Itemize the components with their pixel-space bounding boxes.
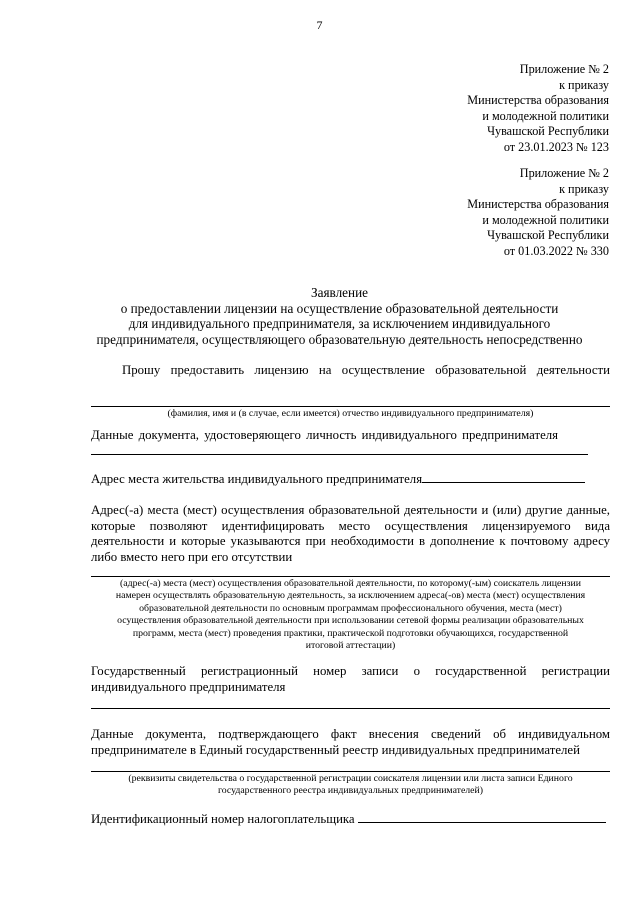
document-title (60, 285, 619, 347)
title-line: Заявление (311, 285, 368, 300)
title-line: о предоставлении лицензии на осуществление образовательной деятельности (120, 300, 559, 316)
appendix-line: и молодежной политики (482, 212, 609, 227)
fio-input-line[interactable] (91, 406, 610, 407)
registration-number-label: Государственный регистрационный номер записи о государственной регистрации индивидуального предпринимателя (91, 664, 610, 694)
appendix-line: Приложение № 2 (519, 166, 609, 180)
appendix-line: Министерства образования (467, 93, 609, 107)
request-text: Прошу предоставить лицензию на осуществление образовательной деятельности (122, 363, 610, 377)
appendix-line: Чувашской Республики (487, 228, 609, 242)
appendix-line: и молодежной политики (482, 108, 609, 123)
fio-caption: (фамилия, имя и (в случае, если имеется) отчество индивидуального предпринимателя) (167, 408, 534, 419)
activity-addresses-caption: (адрес(-а) места (мест) осуществления образовательной деятельности, по которому(-ым) соискатель лицензии намерен осуществлять образовательную деятельность, за исключением адреса(-ов) места (мест) осуществления образовательной деятельности по основным программам профессионального обучения, места (мест) осуществления образовательной деятельности при использовании сетевой формы реализации образовательных программ, места (мест) проведения практики, практической подготовки обучающихся, государственной итоговой аттестации) (115, 578, 586, 652)
appendix-line: от 23.01.2023 № 123 (503, 139, 609, 154)
registration-number-input-line[interactable] (91, 708, 610, 709)
page-number: 7 (316, 18, 323, 32)
identity-document-input-line[interactable] (91, 454, 588, 455)
appendix-line: Министерства образования (467, 197, 609, 211)
appendix-current-header (389, 62, 609, 155)
appendix-line: Чувашской Республики (487, 124, 609, 138)
appendix-original-header (389, 166, 609, 259)
egrip-document-input-line[interactable] (91, 771, 610, 772)
egrip-document-label: Данные документа, подтверждающего факт внесения сведений об индивидуальном предпринимателе в Единый государственный реестр индивидуальных предпринимателей (91, 727, 610, 757)
appendix-line: от 01.03.2022 № 330 (503, 243, 609, 258)
activity-addresses-input-line[interactable] (91, 576, 610, 577)
inn-input-line[interactable] (358, 810, 606, 823)
title-line: для индивидуального предпринимателя, за исключением индивидуального (128, 316, 551, 331)
identity-document-label: Данные документа, удостоверяющего личность индивидуального предпринимателя (91, 428, 559, 442)
residence-address-input-line[interactable] (422, 470, 585, 483)
residence-address-label: Адрес места жительства индивидуального предпринимателя (91, 472, 423, 486)
inn-label: Идентификационный номер налогоплательщика (91, 812, 355, 826)
activity-addresses-label: Адрес(-а) места (мест) осуществления образовательной деятельности и (или) другие данные, которые позволяют идентифицировать место осуществления лицензируемого вида деятельности и которые указываются при необходимости в дополнение к почтовому адресу либо вместо него при его отсутствии (91, 503, 610, 564)
inn-row (91, 810, 610, 828)
title-line: предпринимателя, осуществляющего образовательную деятельность непосредственно (96, 331, 583, 347)
appendix-line: к приказу (559, 181, 609, 196)
egrip-caption: (реквизиты свидетельства о государственной регистрации соискателя лицензии или листа записи Единого государственного реестра индивидуальных предпринимателей) (128, 773, 573, 797)
residence-address-row (91, 470, 610, 488)
appendix-line: Приложение № 2 (519, 62, 609, 76)
appendix-line: к приказу (559, 77, 609, 92)
